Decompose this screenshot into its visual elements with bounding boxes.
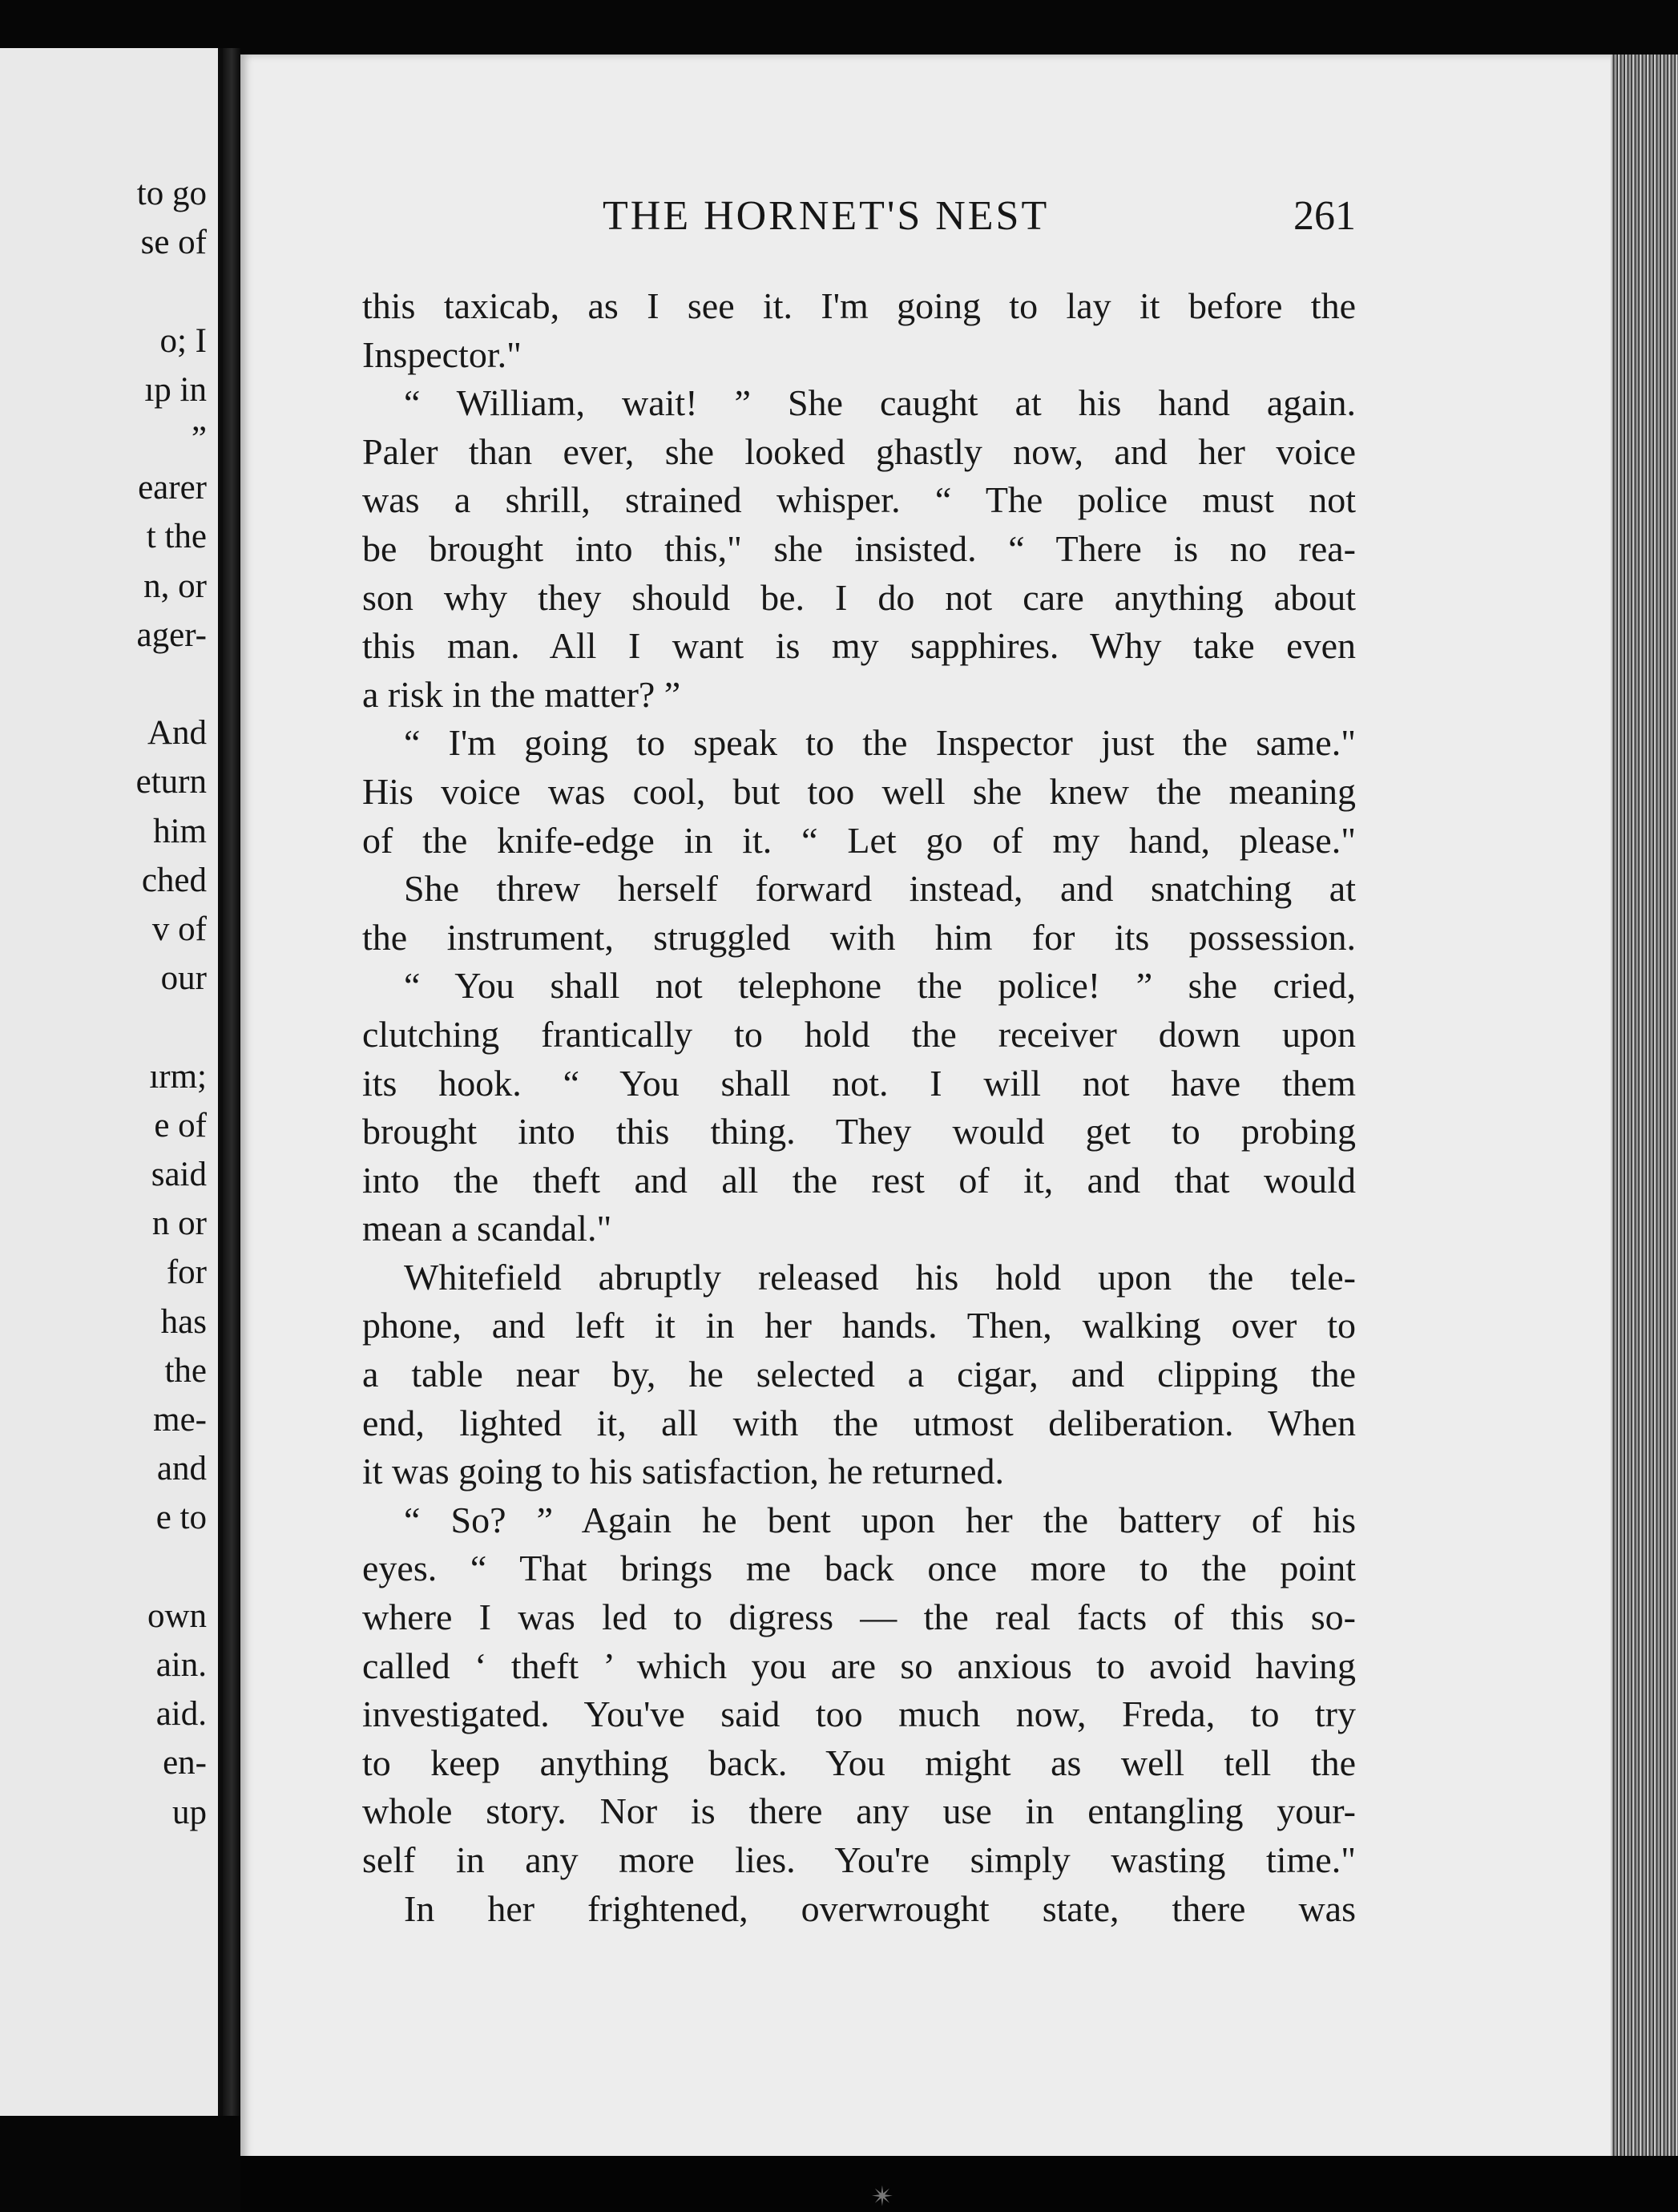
book-gutter (223, 48, 240, 2116)
previous-page-line: him (153, 812, 207, 850)
text-line: “ You shall not telephone the police! ” she cried, (404, 965, 1356, 1007)
text-line: clutching frantically to hold the receiver down upon (362, 1013, 1356, 1055)
text-line: of the knife-edge in it. “ Let go of my hand, please." (362, 819, 1356, 861)
previous-page-line: said (151, 1156, 207, 1193)
text-line: into the theft and all the rest of it, and that would (362, 1159, 1356, 1201)
text-line: to keep anything back. You might as well tell the (362, 1742, 1356, 1783)
text-line: where I was led to digress — the real facts of this so- (362, 1596, 1356, 1638)
text-line: She threw herself forward instead, and snatching at (404, 868, 1356, 910)
previous-page-line: earer (138, 469, 207, 507)
text-line: be brought into this," she insisted. “ There is no rea- (362, 527, 1356, 569)
text-line: “ I'm going to speak to the Inspector just the same." (404, 722, 1356, 764)
previous-page-line: se of (140, 224, 207, 262)
previous-page-line: en- (163, 1744, 207, 1782)
text-line: self in any more lies. You're simply wasting time." (362, 1839, 1356, 1880)
text-line: a table near by, he selected a cigar, and clipping the (362, 1354, 1356, 1395)
previous-page-line: the (164, 1351, 207, 1390)
previous-page-line: to go (136, 175, 207, 212)
previous-page-line: ırm; (149, 1057, 207, 1096)
text-line: called ‘ theft ’ which you are so anxious to avoid having (362, 1645, 1356, 1686)
previous-page-line: o; I (159, 321, 207, 360)
previous-page-line: e of (154, 1106, 207, 1144)
previous-page-line: has (160, 1302, 207, 1341)
previous-page-line: eturn (135, 763, 207, 801)
previous-page-line: for (166, 1253, 207, 1292)
scan-bottom-border (240, 2156, 1678, 2212)
previous-page-line: aid. (155, 1695, 207, 1734)
previous-page-line: v of (151, 910, 207, 948)
text-line: “ So? ” Again he bent upon her the battery of his (404, 1499, 1356, 1540)
previous-page-line: ıp in (144, 370, 207, 409)
previous-page-line: own (147, 1596, 207, 1635)
previous-page-line: up (172, 1793, 207, 1831)
previous-page-line: n, or (143, 567, 207, 605)
previous-page-line: ched (141, 861, 207, 899)
text-line: son why they should be. I do not care anything about (362, 576, 1356, 618)
previous-page-line: me- (153, 1401, 207, 1439)
text-line: it was going to his satisfaction, he returned. (362, 1451, 1005, 1492)
previous-page-line: our (160, 959, 207, 998)
previous-page-fragment (0, 48, 223, 2116)
page-edges (1611, 54, 1678, 2210)
page-number: 261 (1293, 193, 1356, 239)
text-line: this man. All I want is my sapphires. Why take even (362, 625, 1356, 667)
previous-page-line: t the (146, 518, 207, 556)
text-line: His voice was cool, but too well she knew the meaning (362, 770, 1356, 812)
text-line: brought into this thing. They would get to probing (362, 1111, 1356, 1152)
text-line: Inspector." (362, 333, 522, 375)
text-line: phone, and left it in her hands. Then, walking over to (362, 1305, 1356, 1346)
previous-page-line: and (156, 1450, 207, 1488)
text-line: Whitefield abruptly released his hold upon the tele- (404, 1256, 1356, 1298)
text-line: whole story. Nor is there any use in entangling your- (362, 1790, 1356, 1832)
previous-page-line: n or (151, 1205, 207, 1243)
previous-page-line: And (147, 714, 207, 753)
previous-page-line: ” (191, 420, 207, 458)
text-line: its hook. “ You shall not. I will not have them (362, 1062, 1356, 1104)
previous-page-line: e to (155, 1499, 207, 1537)
text-line: mean a scandal." (362, 1208, 612, 1249)
text-line: was a shrill, strained whisper. “ The police must not (362, 479, 1356, 521)
text-line: investigated. You've said too much now, Freda, to try (362, 1693, 1356, 1735)
text-line: the instrument, struggled with him for its possession. (362, 916, 1356, 958)
previous-page-line: ain. (155, 1646, 207, 1684)
text-line: eyes. “ That brings me back once more to the point (362, 1548, 1356, 1589)
text-line: a risk in the matter? ” (362, 673, 681, 715)
text-line: “ William, wait! ” She caught at his hand again. (404, 382, 1356, 424)
text-line: end, lighted it, all with the utmost deliberation. When (362, 1402, 1356, 1443)
scan-mark: ✴ (871, 2182, 894, 2212)
text-line: Paler than ever, she looked ghastly now, and her voice (362, 430, 1356, 472)
text-line: this taxicab, as I see it. I'm going to lay it before the (362, 285, 1356, 326)
previous-page-line: ager- (136, 616, 207, 654)
running-title: THE HORNET'S NEST (603, 193, 1050, 239)
text-line: In her frightened, overwrought state, there was (404, 1887, 1356, 1929)
page-header (362, 192, 1356, 240)
body-text (362, 282, 1356, 1933)
